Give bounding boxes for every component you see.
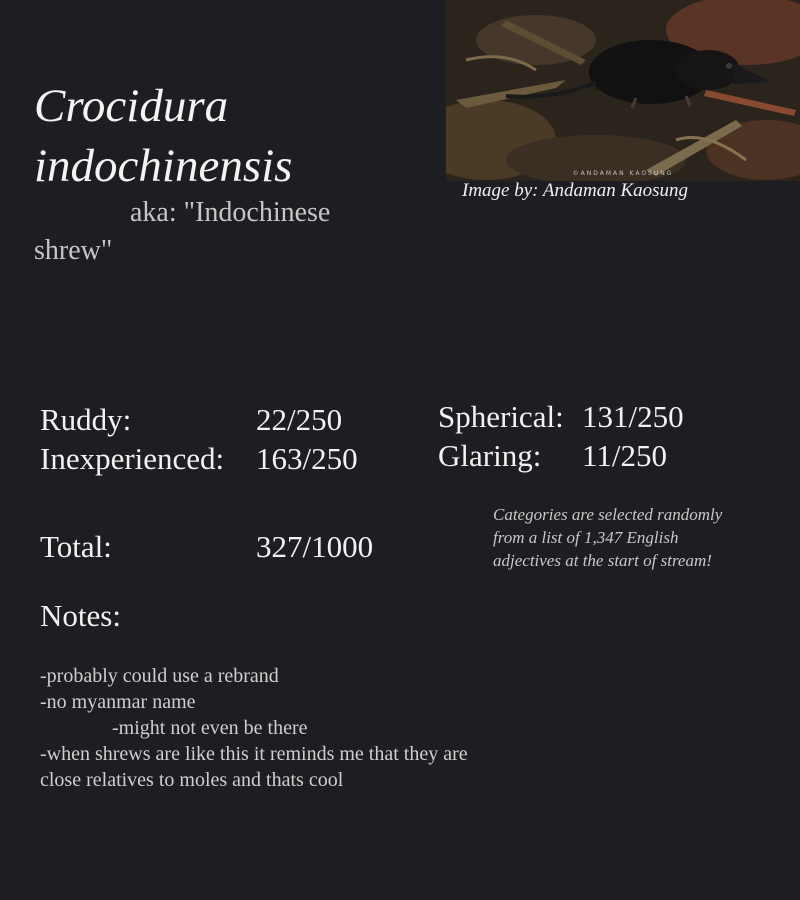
species-genus: Crocidura — [34, 80, 229, 132]
image-credit: Image by: Andaman Kaosung — [462, 180, 689, 201]
note-line: -probably could use a rebrand — [40, 665, 279, 687]
note-line: close relatives to moles and thats cool — [40, 769, 344, 791]
inexperienced-value: 163/250 — [256, 441, 358, 476]
shrew-photo — [446, 0, 800, 181]
ruddy-value: 22/250 — [256, 402, 343, 437]
common-name: aka: "Indochinese shrew" — [34, 197, 331, 266]
species-name — [34, 76, 414, 196]
spherical-label: Spherical: — [438, 399, 564, 434]
note-line: -no myanmar name — [40, 691, 196, 713]
total-label: Total: — [40, 529, 112, 564]
species-epithet: indochinensis — [34, 140, 293, 192]
glaring-value: 11/250 — [582, 438, 667, 473]
notes-title: Notes: — [40, 598, 121, 633]
notes-list — [40, 663, 560, 793]
note-line: -might not even be there — [112, 717, 308, 739]
spherical-value: 131/250 — [582, 399, 684, 434]
inexperienced-label: Inexperienced: — [40, 441, 225, 476]
photo-watermark: ©ANDAMAN KAOSUNG — [572, 170, 674, 177]
note-line: -when shrews are like this it reminds me that they are — [40, 743, 468, 765]
categories-note: Categories are selected randomly from a list of 1,347 English adjectives at the start of stream! — [493, 505, 723, 570]
shrew-photo-graphic — [446, 0, 800, 181]
ruddy-label: Ruddy: — [40, 402, 132, 437]
glaring-label: Glaring: — [438, 438, 542, 473]
total-value: 327/1000 — [256, 529, 374, 564]
